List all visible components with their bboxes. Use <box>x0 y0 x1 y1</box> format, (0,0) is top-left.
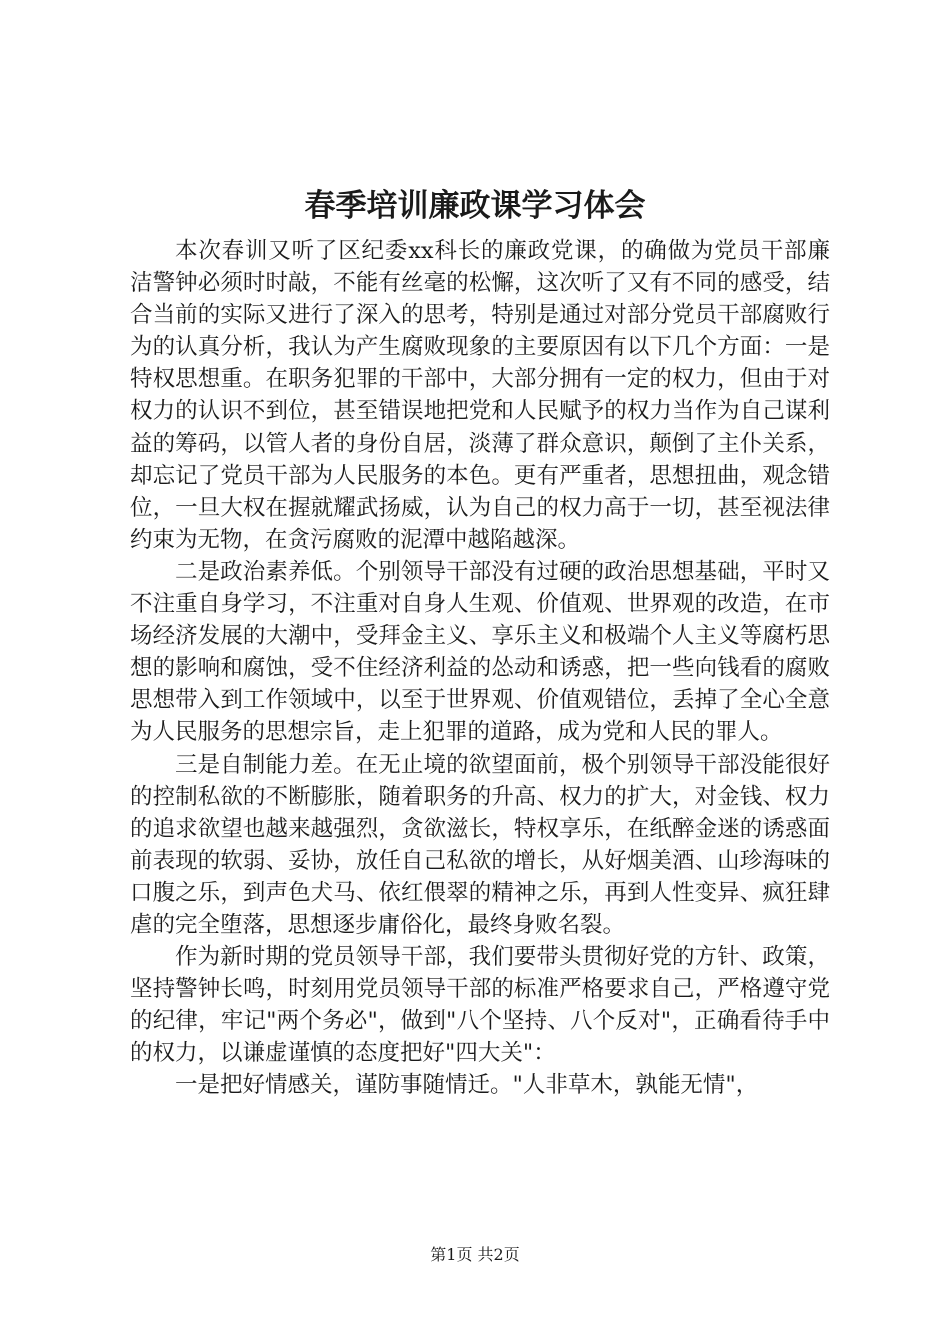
paragraph: 作为新时期的党员领导干部，我们要带头贯彻好党的方针、政策，坚持警钟长鸣，时刻用党员领导干部的标准严格要求自己，严格遵守党的纪律，牢记"两个务必"，做到"八个坚持、八个反对"，正确看待手中的权力，以谦虚谨慎的态度把好"四大关"： <box>130 944 830 1067</box>
page-number: 第1页 共2页 <box>430 1245 520 1264</box>
paragraph: 二是政治素养低。个别领导干部没有过硬的政治思想基础，平时又不注重自身学习，不注重对自身人生观、价值观、世界观的改造，在市场经济发展的大潮中，受拜金主义、享乐主义和极端个人主义等腐朽思想的影响和腐蚀，受不住经济利益的怂动和诱惑，把一些向钱看的腐败思想带入到工作领域中，以至于世界观、价值观错位，丢掉了全心全意为人民服务的思想宗旨，走上犯罪的道路，成为党和人民的罪人。 <box>130 558 830 746</box>
document-body <box>130 235 830 1102</box>
paragraph: 本次春训又听了区纪委xx科长的廉政党课，的确做为党员干部廉洁警钟必须时时敲，不能有丝毫的松懈，这次听了又有不同的感受，结合当前的实际又进行了深入的思考，特别是通过对部分党员干部腐败行为的认真分析，我认为产生腐败现象的主要原因有以下几个方面：一是特权思想重。在职务犯罪的干部中，大部分拥有一定的权力，但由于对权力的认识不到位，甚至错误地把党和人民赋予的权力当作为自己谋利益的筹码，以管人者的身份自居，淡薄了群众意识，颠倒了主仆关系，却忘记了党员干部为人民服务的本色。更有严重者，思想扭曲，观念错位，一旦大权在握就耀武扬威，认为自己的权力高于一切，甚至视法律约束为无物，在贪污腐败的泥潭中越陷越深。 <box>130 238 830 553</box>
document-title: 春季培训廉政课学习体会 <box>304 188 646 224</box>
paragraph: 一是把好情感关，谨防事随情迁。"人非草木，孰能无情"， <box>175 1072 759 1099</box>
paragraph: 三是自制能力差。在无止境的欲望面前，极个别领导干部没能很好的控制私欲的不断膨胀，随着职务的升高、权力的扩大，对金钱、权力的追求欲望也越来越强烈，贪欲滋长，特权享乐，在纸醉金迷的诱惑面前表现的软弱、妥协，放任自己私欲的增长，从好烟美酒、山珍海味的口腹之乐，到声色犬马、依红偎翠的精神之乐，再到人性变异、疯狂肆虐的完全堕落，思想逐步庸俗化，最终身败名裂。 <box>130 751 830 938</box>
page-footer <box>0 1244 950 1266</box>
